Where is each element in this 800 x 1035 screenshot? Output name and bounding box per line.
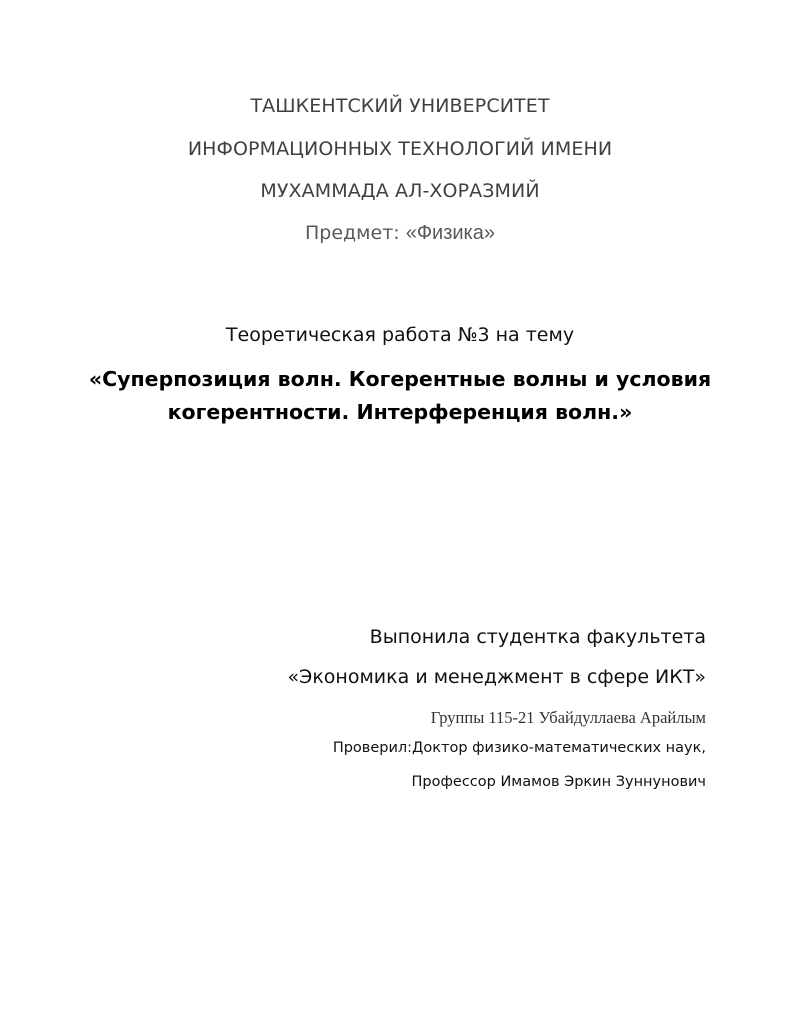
university-name-line-2: ИНФОРМАЦИОННЫХ ТЕХНОЛОГИЙ ИМЕНИ	[187, 138, 613, 160]
work-type-line: Теоретическая работа №3 на тему	[225, 324, 575, 346]
university-name-line-3: МУХАММАДА АЛ-ХОРАЗМИЙ	[260, 180, 540, 202]
subject-label: Предмет:	[305, 222, 406, 244]
checker-line-2: Профессор Имамов Эркин Зуннунович	[411, 774, 706, 790]
university-name-line-1: ТАШКЕНТСКИЙ УНИВЕРСИТЕТ	[250, 95, 550, 117]
checker-line-1: Проверил:Доктор физико-математических наук,	[332, 740, 706, 756]
subject-line	[0, 222, 800, 245]
author-group-line: Группы 115-21 Убайдуллаева Арайлым	[430, 708, 706, 727]
topic-line-2: когерентности. Интерференция волн.»	[167, 400, 633, 424]
subject-value: «Физика»	[405, 222, 495, 244]
topic-line-1: «Суперпозиция волн. Когерентные волны и условия	[88, 367, 712, 391]
author-line-1: Выпонила студентка факультета	[369, 626, 706, 648]
author-faculty-line: «Экономика и менеджмент в сфере ИКТ»	[287, 666, 706, 688]
